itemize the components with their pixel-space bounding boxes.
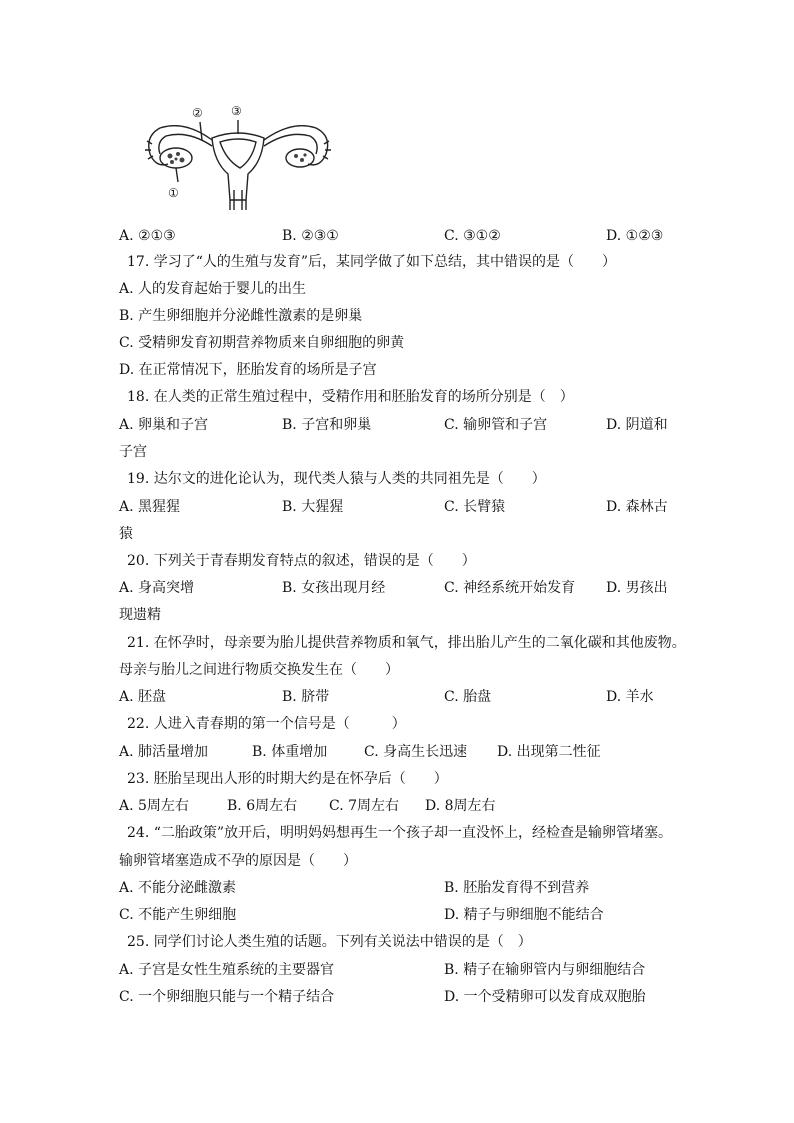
q23-stem: 23. 胚胎呈现出人形的时期大约是在怀孕后（ ） [127,771,448,787]
q18-option-a: A. 卵巢和子宫 [119,417,209,433]
q18-stem: 18. 在人类的正常生殖过程中，受精作用和胚胎发育的场所分别是（ ） [127,389,574,405]
q20-option-b: B. 女孩出现月经 [282,580,386,596]
q25-option-a: A. 子宫是女性生殖系统的主要器官 [119,962,335,978]
q23-option-d: D. 8周左右 [425,798,496,814]
q24-option-c: C. 不能产生卵细胞 [119,907,237,923]
q25-option-c: C. 一个卵细胞只能与一个精子结合 [119,989,335,1005]
q17-option-a: A. 人的发育起始于婴儿的出生 [119,281,307,297]
q22-option-b: B. 体重增加 [252,744,328,760]
q21-option-b: B. 脐带 [282,689,330,705]
q23-option-a: A. 5周左右 [119,798,189,814]
q21-stem-line1: 21. 在怀孕时，母亲要为胎儿提供营养物质和氧气，排出胎儿产生的二氧化碳和其他废物。 [127,635,686,651]
figure-label-1: ① [168,186,179,200]
q24-option-b: B. 胚胎发育得不到营养 [444,880,590,896]
figure-label-2: ② [192,106,203,120]
q25-stem: 25. 同学们讨论人类生殖的话题。下列有关说法中错误的是（ ） [127,934,532,950]
q16-option-d: D. ①②③ [606,228,664,244]
q24-stem-line2: 输卵管堵塞造成不孕的原因是（ ） [119,853,357,869]
q16-option-c: C. ③①② [444,228,501,244]
q18-option-b: B. 子宫和卵巢 [282,417,372,433]
q22-stem: 22. 人进入青春期的第一个信号是（ ） [127,716,406,732]
q19-option-c: C. 长臂猿 [444,499,506,515]
q21-option-a: A. 胚盘 [119,689,167,705]
q16-option-a: A. ②①③ [119,228,176,244]
q24-option-a: A. 不能分泌雌激素 [119,880,237,896]
q22-option-d: D. 出现第二性征 [497,744,601,760]
q17-option-c: C. 受精卵发育初期营养物质来自卵细胞的卵黄 [119,335,405,351]
q19-option-d: D. 森林古 [606,499,668,515]
figure-label-3: ③ [231,104,242,118]
q17-option-b: B. 产生卵细胞并分泌雌性激素的是卵巢 [119,308,363,324]
q20-option-c: C. 神经系统开始发育 [444,580,576,596]
q19-option-b: B. 大猩猩 [282,499,344,515]
q24-option-d: D. 精子与卵细胞不能结合 [444,907,604,923]
q23-option-c: C. 7周左右 [329,798,400,814]
q18-option-c: C. 输卵管和子宫 [444,417,548,433]
q20-option-d-wrap: 现遗精 [119,607,161,623]
q18-option-d: D. 阴道和 [606,417,668,433]
q21-option-c: C. 胎盘 [444,689,492,705]
q21-stem-line2: 母亲与胎儿之间进行物质交换发生在（ ） [119,662,399,678]
q17-option-d: D. 在正常情况下，胚胎发育的场所是子宫 [119,362,377,378]
q24-stem-line1: 24. “二胎政策”放开后，明明妈妈想再生一个孩子却一直没怀上，经检查是输卵管堵塞。 [127,825,673,841]
q20-option-a: A. 身高突增 [119,580,195,596]
q20-stem: 20. 下列关于青春期发育特点的叙述，错误的是（ ） [127,553,476,569]
q25-option-b: B. 精子在输卵管内与卵细胞结合 [444,962,646,978]
q23-option-b: B. 6周左右 [227,798,298,814]
q20-option-d: D. 男孩出 [606,580,668,596]
q16-option-b: B. ②③① [282,228,339,244]
q25-option-d: D. 一个受精卵可以发育成双胞胎 [444,989,646,1005]
q19-stem: 19. 达尔文的进化论认为，现代类人猿与人类的共同祖先是（ ） [127,471,546,487]
q19-option-d-wrap: 猿 [119,526,133,542]
q18-option-d-wrap: 子宫 [119,444,147,460]
reproductive-system-figure [140,100,340,215]
q21-option-d: D. 羊水 [606,689,654,705]
q22-option-c: C. 身高生长迅速 [364,744,468,760]
q19-option-a: A. 黑猩猩 [119,499,181,515]
q22-option-a: A. 肺活量增加 [119,744,209,760]
q17-stem: 17. 学习了“人的生殖与发育”后，某同学做了如下总结，其中错误的是（ ） [127,254,617,270]
